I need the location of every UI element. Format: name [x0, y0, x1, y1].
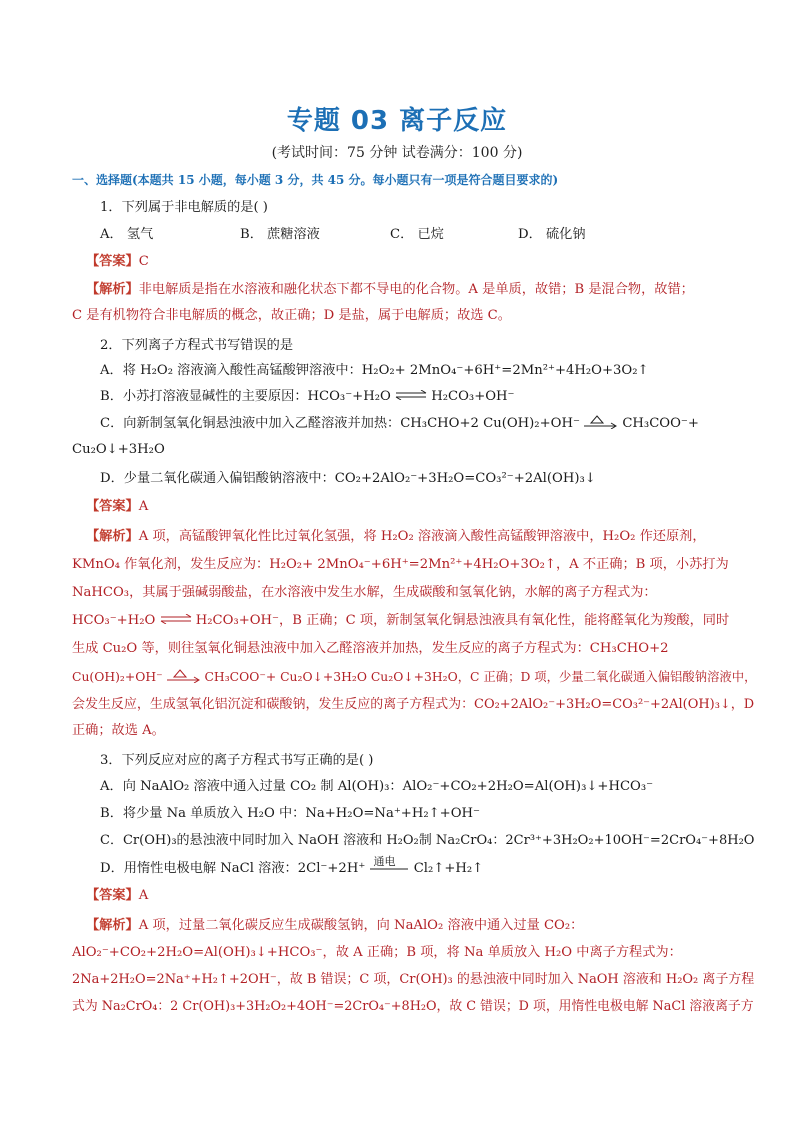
q2-answer-value: A — [138, 499, 149, 514]
q1-answer — [86, 252, 734, 272]
heat-arrow-icon — [584, 415, 618, 429]
q3-option-a: A．向 NaAlO₂ 溶液中通入过量 CO₂ 制 Al(OH)₃：AlO₂⁻+CO₂+2H₂O=Al(OH)₃↓+HCO₃⁻ — [100, 779, 654, 794]
q2-option-c-cont: Cu₂O↓+3H₂O — [72, 442, 165, 457]
q1-analysis-line: C 是有机物符合非电解质的概念，故正确；D 是盐，属于电解质；故选 C。 — [72, 308, 511, 323]
analysis-tag: 【解析】 — [86, 529, 139, 544]
answer-tag: 【答案】 — [86, 499, 139, 514]
electrolysis-arrow-icon — [370, 855, 410, 874]
q1-choice-c: C． 已烷 — [390, 227, 444, 242]
section-heading: 一、选择题(本题共 15 小题，每小题 3 分，共 45 分。每小题只有一项是符合题目要求的) — [72, 173, 559, 187]
q2-analysis-line: 会发生反应，生成氢氧化铝沉淀和碳酸钠，发生反应的离子方程式为：CO₂+2AlO₂⁻+3H₂O=CO₃²⁻+2Al(OH)₃↓，D — [72, 697, 755, 712]
q2-option-c-right: CH₃COO⁻+ — [622, 416, 699, 431]
q2-option-b-left: B．小苏打溶液显碱性的主要原因：HCO₃⁻+H₂O — [100, 389, 391, 404]
q1-answer-value: C — [138, 254, 149, 269]
q3-option-d — [100, 855, 734, 879]
q2-analysis-line: 生成 Cu₂O 等，则往氢氧化铜悬浊液中加入乙醛溶液并加热，发生反应的离子方程式为：CH₃CHO+2 — [72, 641, 669, 656]
q3-analysis-line — [86, 916, 734, 936]
q2-analysis-line: NaHCO₃，其属于强碱弱酸盐，在水溶液中发生水解，生成碳酸和氢氧化钠，水解的离子方程式为： — [72, 585, 657, 600]
answer-tag: 【答案】 — [86, 254, 139, 269]
q3-option-d-left: D．用惰性电极电解 NaCl 溶液：2Cl⁻+2H⁺ — [100, 861, 366, 876]
analysis-tag: 【解析】 — [86, 918, 139, 933]
q2-stem: 2．下列离子方程式书写错误的是 — [100, 338, 294, 353]
analysis-tag: 【解析】 — [86, 282, 139, 297]
heat-arrow-icon — [167, 669, 201, 683]
q2-option-b-right: H₂CO₃+OH⁻ — [431, 389, 515, 404]
q2-analysis-eq-right: H₂CO₃+OH⁻，B 正确；C 项，新制氢氧化铜悬浊液具有氧化性，能将醛氧化为羧酸，同时 — [195, 613, 730, 628]
q2-option-b — [100, 387, 734, 407]
q2-answer — [86, 497, 734, 517]
equilibrium-arrow-icon — [160, 611, 192, 621]
q2-analysis-eq-right: CH₃COO⁻+ Cu₂O↓+3H₂O Cu₂O↓+3H₂O，C 正确；D 项，少量二氧化碳通入偏铝酸钠溶液中， — [204, 670, 757, 684]
q1-analysis-line — [86, 280, 734, 300]
q3-analysis-line: 2Na+2H₂O=2Na⁺+H₂↑+2OH⁻，故 B 错误；C 项，Cr(OH)₃ 的悬浊液中同时加入 NaOH 溶液和 H₂O₂ 离子方程 — [72, 972, 755, 987]
q2-analysis-line — [72, 667, 757, 687]
q2-option-a: A．将 H₂O₂ 溶液滴入酸性高锰酸钾溶液中：H₂O₂+ 2MnO₄⁻+6H⁺=2Mn²⁺+4H₂O+3O₂↑ — [100, 363, 649, 378]
q3-option-d-right: Cl₂↑+H₂↑ — [413, 861, 484, 876]
q1-choice-b: B． 蔗糖溶液 — [240, 227, 320, 242]
q2-analysis-line: KMnO₄ 作氧化剂，发生反应为：H₂O₂+ 2MnO₄⁻+6H⁺=2Mn²⁺+4H₂O+3O₂↑，A 不正确；B 项，小苏打为 — [72, 557, 729, 572]
q2-analysis-eq-left: HCO₃⁻+H₂O — [72, 613, 156, 628]
electrolysis-condition: 通电 — [373, 855, 396, 868]
q2-analysis-line: 正确；故选 A。 — [72, 723, 165, 738]
q2-analysis-line — [86, 527, 734, 547]
q3-option-c: C．Cr(OH)₃的悬浊液中同时加入 NaOH 溶液和 H₂O₂制 Na₂CrO₄：2Cr³⁺+3H₂O₂+10OH⁻=2CrO₄⁻+8H₂O — [100, 833, 755, 848]
q2-analysis-line — [72, 611, 734, 631]
answer-tag: 【答案】 — [86, 888, 139, 903]
q3-analysis-line: AlO₂⁻+CO₂+2H₂O=Al(OH)₃↓+HCO₃⁻，故 A 正确；B 项，将 Na 单质放入 H₂O 中离子方程式为： — [72, 945, 682, 960]
q2-option-c — [100, 414, 734, 434]
q3-analysis-text: A 项，过量二氧化碳反应生成碳酸氢钠，向 NaAlO₂ 溶液中通入过量 CO₂： — [138, 918, 584, 933]
q1-choice-d: D． 硫化钠 — [518, 227, 586, 242]
q1-choice-a: A． 氢气 — [100, 227, 154, 242]
q2-analysis-text: A 项，高锰酸钾氧化性比过氧化氢强，将 H₂O₂ 溶液滴入酸性高锰酸钾溶液中，H₂O₂ 作还原剂， — [138, 529, 706, 544]
q3-stem: 3．下列反应对应的离子方程式书写正确的是( ) — [100, 753, 374, 768]
q2-analysis-eq-left: Cu(OH)₂+OH⁻ — [72, 670, 163, 684]
q3-answer-value: A — [138, 888, 149, 903]
q3-analysis-line: 式为 Na₂CrO₄：2 Cr(OH)₃+3H₂O₂+4OH⁻=2CrO₄⁻+8H₂O，故 C 错误；D 项，用惰性电极电解 NaCl 溶液离子方 — [72, 999, 754, 1014]
q2-option-d: D．少量二氧化碳通入偏铝酸钠溶液中：CO₂+2AlO₂⁻+3H₂O=CO₃²⁻+2Al(OH)₃↓ — [100, 471, 596, 486]
q3-answer — [86, 886, 734, 906]
equilibrium-arrow-icon — [395, 387, 427, 397]
q3-option-b: B．将少量 Na 单质放入 H₂O 中：Na+H₂O=Na⁺+H₂↑+OH⁻ — [100, 806, 481, 821]
exam-info: (考试时间：75 分钟 试卷满分：100 分) — [271, 145, 523, 161]
q1-choices — [100, 225, 734, 245]
q2-option-c-left: C．向新制氢氧化铜悬浊液中加入乙醛溶液并加热：CH₃CHO+2 Cu(OH)₂+OH⁻ — [100, 416, 580, 431]
page-title: 专题 03 离子反应 — [286, 106, 508, 136]
q1-stem: 1．下列属于非电解质的是( ) — [100, 200, 268, 215]
q1-analysis-text: 非电解质是指在水溶液和融化状态下都不导电的化合物。A 是单质，故错；B 是混合物，故错； — [138, 282, 694, 297]
